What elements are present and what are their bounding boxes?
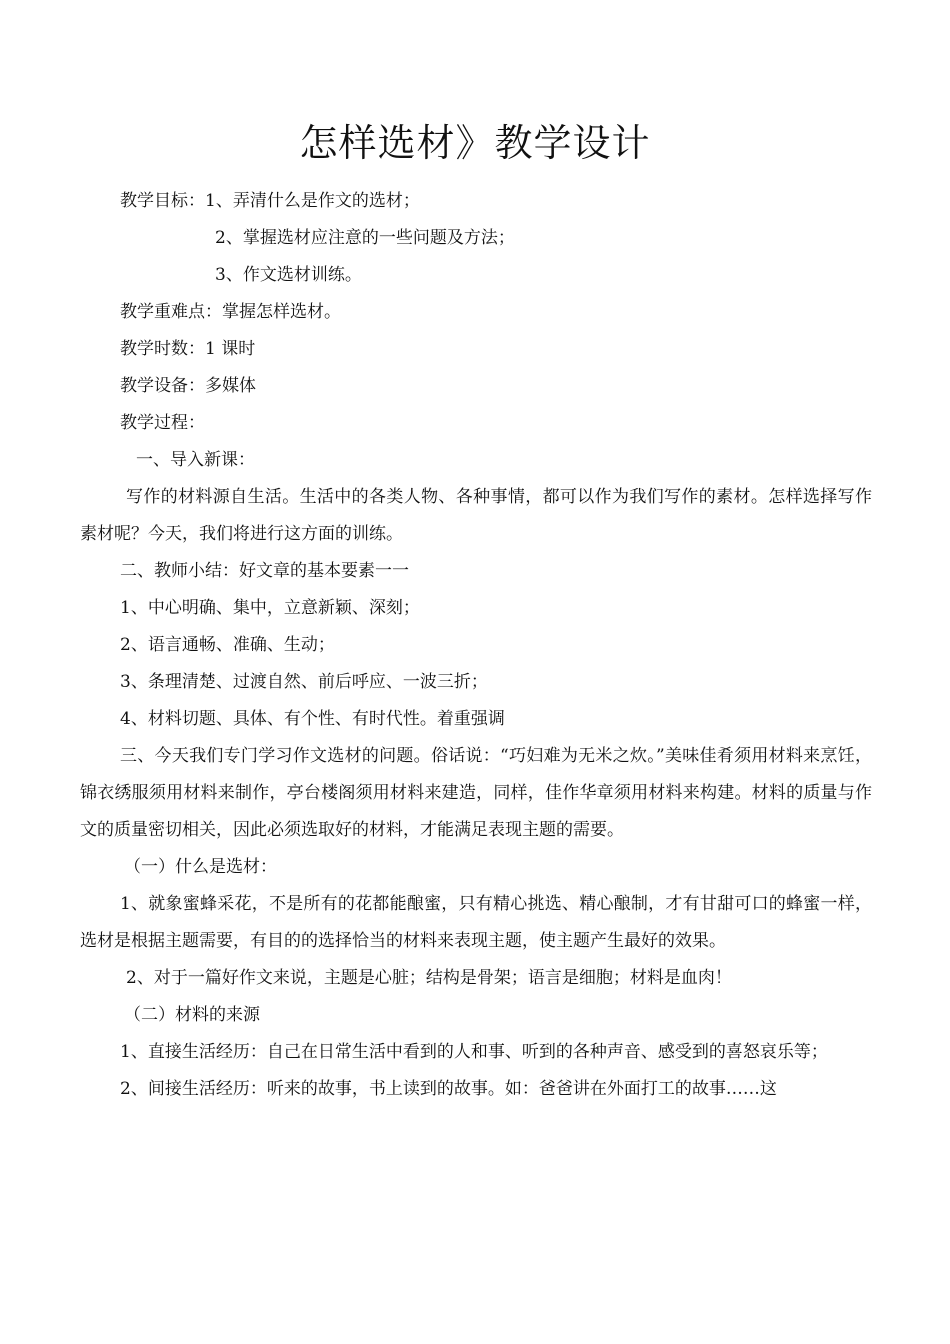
document-title: 怎样选材》教学设计 <box>299 121 651 166</box>
subsection-1-paragraph-2: 2、对于一篇好作文来说，主题是心脏；结构是骨架；语言是细胞；材料是血肉！ <box>126 968 732 988</box>
section-heading-1: 一、导入新课： <box>136 450 255 470</box>
teaching-process: 教学过程： <box>120 413 205 433</box>
list-item-1: 1、中心明确、集中，立意新颖、深刻； <box>120 598 420 618</box>
document-body <box>80 183 872 1108</box>
teaching-hours: 教学时数：1 课时 <box>120 339 256 359</box>
key-points: 教学重难点：掌握怎样选材。 <box>120 302 341 322</box>
subsection-1-paragraph-1: 1、就象蜜蜂采花，不是所有的花都能酿蜜，只有精心挑选、精心酿制，才有甘甜可口的蜂蜜一样，选材是根据主题需要，有目的的选择恰当的材料来表现主题，使主题产生最好的效果。 <box>80 894 872 951</box>
subsection-heading-1: （一）什么是选材： <box>124 857 277 877</box>
section-3-paragraph: 三、今天我们专门学习作文选材的问题。俗话说：“巧妇难为无米之炊。”美味佳肴须用材料来烹饪，锦衣绣服须用材料来制作，亭台楼阁须用材料来建造，同样，佳作华章须用材料来构建。材料的质量与作文的质量密切相关，因此必须选取好的材料，才能满足表现主题的需要。 <box>80 746 872 840</box>
list-item-2: 2、语言通畅、准确、生动； <box>120 635 335 655</box>
section-heading-2: 二、教师小结：好文章的基本要素一一 <box>120 561 409 581</box>
source-item-1: 1、直接生活经历：自己在日常生活中看到的人和事、听到的各种声音、感受到的喜怒哀乐等； <box>120 1042 828 1062</box>
intro-paragraph: 写作的材料源自生活。生活中的各类人物、各种事情，都可以作为我们写作的素材。怎样选择写作素材呢？今天，我们将进行这方面的训练。 <box>80 487 872 544</box>
list-item-4: 4、材料切题、具体、有个性、有时代性。着重强调 <box>120 709 505 729</box>
teaching-equipment: 教学设备：多媒体 <box>120 376 256 396</box>
teaching-goals: 教学目标：1、弄清什么是作文的选材； <box>120 191 420 211</box>
teaching-goal-3: 3、作文选材训练。 <box>215 265 362 285</box>
source-item-2: 2、间接生活经历：听来的故事，书上读到的故事。如：爸爸讲在外面打工的故事……这 <box>120 1079 777 1099</box>
subsection-heading-2: （二）材料的来源 <box>124 1005 260 1025</box>
teaching-goal-2: 2、掌握选材应注意的一些问题及方法； <box>215 228 515 248</box>
list-item-3: 3、条理清楚、过渡自然、前后呼应、一波三折； <box>120 672 488 692</box>
